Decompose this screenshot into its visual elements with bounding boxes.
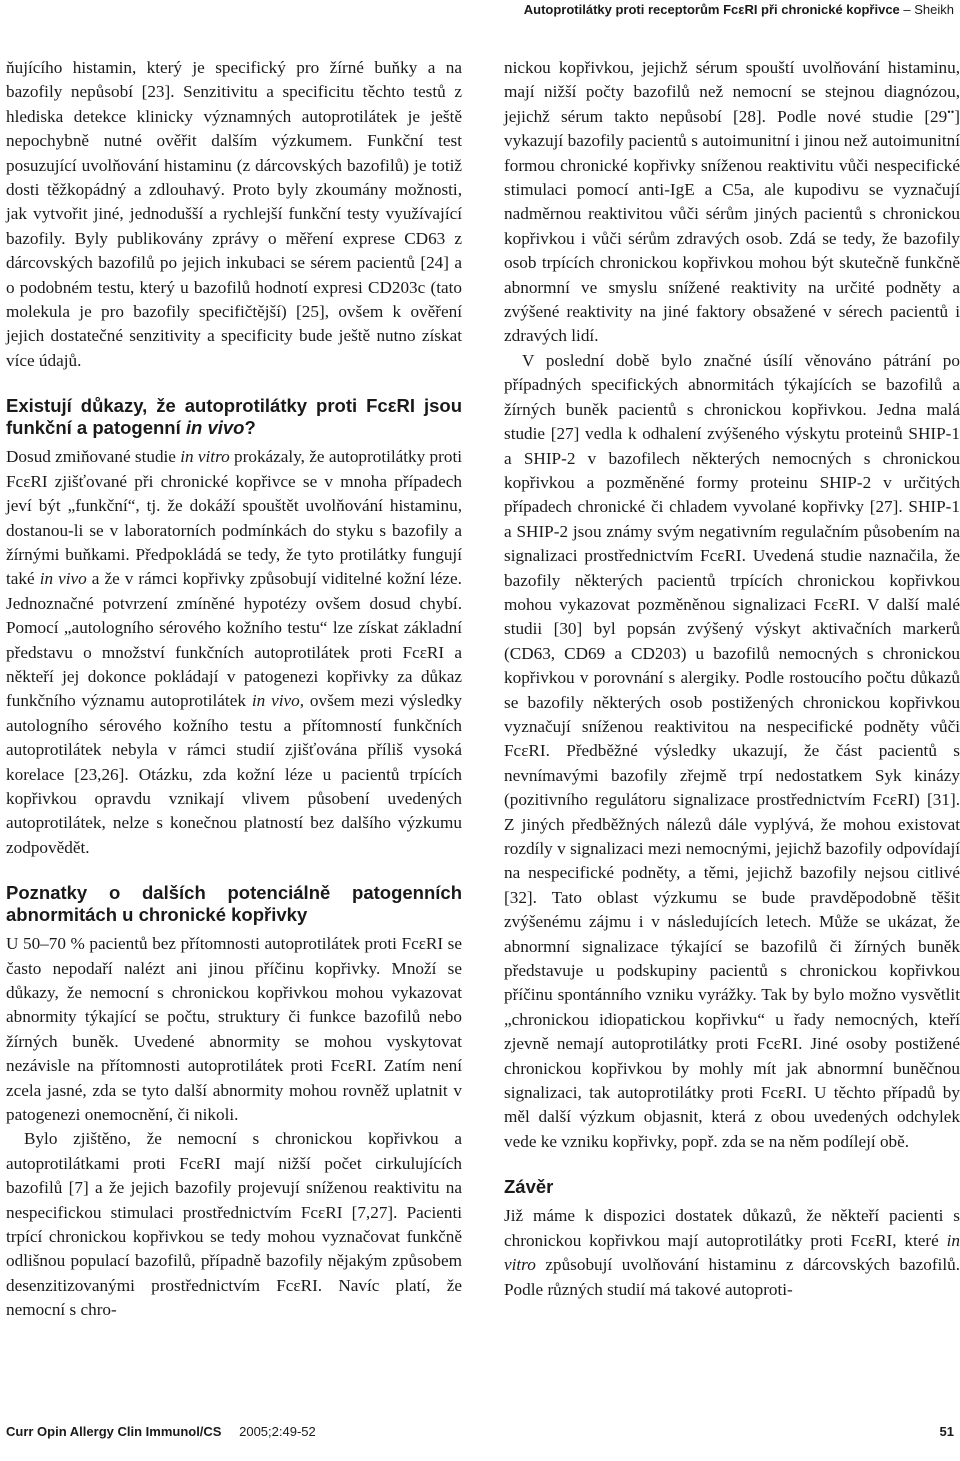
paragraph [6, 445, 462, 860]
header-separator: – [899, 2, 915, 17]
paragraph: Bylo zjištěno, že nemocní s chronickou kopřivkou a autoprotilátkami proti FcεRI mají nižší počet cirkulujících bazofilů [7] a že jejich bazofily projevují sníženou reaktivitu na nespecifickou stimulaci prostřednictvím FcεRI [7,27]. Pacienti trpící chronickou kopřivkou se tedy mohou vyznačovat funkčně odlišnou populací bazofilů, případně bazofily nějakým způsobem desenzitizovanými prostřednictvím FcεRI. Navíc platí, že nemocní s chro- [6, 1129, 462, 1320]
section-heading: Závěr [504, 1176, 554, 1198]
right-column [504, 56, 960, 1302]
text-run: způsobují uvolňování histaminu z dárcovských bazofilů. Podle různých studií má takové autoproti- [504, 1255, 960, 1299]
paragraph: ňujícího histamin, který je specifický pro žírné buňky a na bazofily nepůsobí [23]. Senzitivitu a specificitu těchto testů z hlediska detekce klinicky významných autoprotilátek je ještě nepochybně nutné ověřit dalším výzkumem. Funkční test posuzující uvolňování histaminu (z dárcovských bazofilů) je totiž dosti těžkopádný a zdlouhavý. Proto byly zkoumány možnosti, jak vytvořit jiné, jednodušší a rychlejší funkční testy využívající bazofily. Byly publikovány zprávy o měření exprese CD63 z dárcovských bazofilů po jejich inkubaci se sérem pacientů [24] a o podobném testu, který u bazofilů hodnotí expresi CD203c (tato molekula je pro bazofily specifičtější) [25], ovšem k ověření jejich dostatečné senzitivity a specificity bude ještě nutno získat více údajů. [6, 58, 462, 370]
running-title: Autoprotilátky proti receptorům FcεRI při chronické kopřivce [523, 2, 900, 17]
italic-run: in vitro [180, 447, 230, 467]
text-run: Dosud zmiňované studie [6, 447, 181, 467]
journal-name: Curr Opin Allergy Clin Immunol/CS [6, 1424, 222, 1439]
text-run: a že v rámci kopřivky způsobují viditelné kožní léze. Jednoznačné potvrzení zmíněné hypotézy ovšem dosud chybí. Pomocí „autologního sérového kožního testu“ lze získat základní představu o množství funkčních autoprotilátek proti FcεRI a někteří jej dokonce pokládají v patogenezi kopřivky za důkaz funkčního významu autoprotilátek [6, 569, 462, 711]
section-heading [6, 395, 462, 439]
text-run: nickou kopřivkou, jejichž sérum spouští uvolňování histaminu, mají nižší počty bazofilů než nemocní se stejnou diagnózou, jejichž sérum takto nepůsobí [28]. Podle nové studie [29 [504, 58, 960, 126]
heading-italic: in vivo [185, 417, 245, 439]
paragraph: U 50–70 % pacientů bez přítomnosti autoprotilátek proti FcεRI se často nepodaří nalézt ani jinou příčinu kopřivky. Množí se důkazy, že nemocní s chronickou kopřivkou mohou vykazovat abnormity týkající se počtu, struktury či funkce bazofilů nebo žírných buněk. Uvedené abnormity se mohou vyskytovat nezávisle na přítomnosti autoprotilátek proti FcεRI. Zatím není zcela jasné, zda se tyto další abnormity mohou rovněž uplatnit v patogenezi onemocnění, či nikoli. [6, 934, 462, 1125]
section-heading: Poznatky o dalších potenciálně patogenních abnormitách u chronické kopřivky [6, 882, 462, 926]
heading-text: Existují důkazy, že autoprotilátky proti FcεRI jsou funkční a patogenní [6, 395, 462, 439]
recommendation-marker: •• [947, 107, 955, 119]
italic-run: in vitro [504, 1230, 960, 1275]
page-footer [6, 1424, 954, 1444]
heading-punct: ? [244, 417, 256, 439]
text-run: , ovšem mezi výsledky autologního sérového kožního testu a přítomností funkčních autoprotilátek nebyla v rámci studií zjišťována příliš vysoká korelace [23,26]. Otázku, zda kožní léze u pacientů trpících kopřivkou opravdu vznikají vlivem působení uvedených autoprotilátek, nelze s konečnou platností bez dalšího výzkumu zodpovědět. [6, 691, 462, 857]
italic-run: in vivo [39, 569, 87, 589]
italic-run: in vivo [251, 691, 300, 711]
header-author: Sheikh [914, 2, 954, 17]
text-run: Již máme k dispozici dostatek důkazů, že někteří pacienti s chronickou kopřivkou mají autoprotilátky proti FcεRI, které [504, 1206, 960, 1250]
journal-issue: 2005;2:49-52 [239, 1424, 316, 1439]
page-number: 51 [939, 1424, 954, 1439]
text-run: ] vykazují bazofily pacientů s autoimunitní i jinou než autoimunitní formou chronické kopřivky sníženou reaktivitu vůči nespecifické stimulaci pomocí anti-IgE a C5a, ale kupodivu se vyznačují nadměrnou reaktivitou vůči sérům jiných pacientů s chronickou kopřivkou i vůči sérům zdravých osob. Zdá se tedy, že bazofily osob trpících chronickou kopřivkou mohou být skutečně funkčně abnormní ve smyslu snížené reaktivity na určité podněty a zvýšené reaktivity na jiné faktory obsažené v sérech pacientů i zdravých lidí. [504, 106, 960, 346]
paragraph [504, 56, 960, 349]
left-column [6, 56, 462, 1323]
paragraph: V poslední době bylo značné úsílí věnováno pátrání po případných specifických abnormitách týkajících se bazofilů a žírných buněk pacientů s chronickou kopřivkou. Jedna malá studie [27] vedla k odhalení zvýšeného výskytu proteinů SHIP-1 a SHIP-2 v bazofilech některých nemocných s chronickou kopřivkou a pozměněné formy proteinu SHIP-2 v určitých případech chronické či chladem vyvolané kopřivky [27]. SHIP-1 a SHIP-2 jsou známy svým negativním regulačním působením na signalizaci prostřednictvím FcεRI. Uvedená studie naznačila, že bazofily některých pacientů trpících chronickou kopřivkou mohou vykazovat pozměněnou signalizaci FcεRI. V další malé studii [30] byl popsán zvýšený výskyt aktivačních markerů (CD63, CD69 a CD203) u bazofilů nemocných s chronickou kopřivkou v porovnání s alergiky. Podle rostoucího počtu důkazů se bazofily některých osob postižených chronickou kopřivkou vyznačují sníženou reaktivitou na nespecifické podněty vůči FcεRI. Předběžné výsledky ukazují, že část pacientů s nevnímavými bazofily zřejmě trpí nedostatkem Syk kinázy (pozitivního regulátoru signalizace prostřednictvím FcεRI) [31]. Z jiných předběžných nálezů dále vyplývá, že mohou existovat rozdíly v signalizaci mezi nemocnými, jejichž bazofily odpovídají na nespecifické podněty, a těmi, jejichž bazofily nejsou citlivé [32]. Tato oblast výzkumu se bude pravděpodobně těšit zvýšenému zájmu i v následujících letech. Může se ukázat, že abnormní signalizace týkající se bazofilů či žírných buněk představuje u podskupiny pacientů s chronickou kopřivkou příčinu spontánního vzniku vyrážky. Tak by bylo možno vysvětlit „chronickou idiopatickou kopřivku“ u řady nemocných, kteří zjevně nemají autoprotilátky proti FcεRI. Jiné osoby postižené chronickou kopřivkou by mohly mít jak abnormní buněčnou signalizaci, tak autoprotilátky proti FcεRI. U těchto případů by měl další výzkum objasnit, která z obou uvedených odchylek vede ke vzniku kopřivky, popř. zda se na něm podílejí obě. [504, 350, 960, 1151]
text-run: prokázaly, že autoprotilátky proti FcεRI zjišťované při chronické kopřivce se v mnoha případech jeví být „funkční“, tj. že dokáží spouštět uvolňování histaminu, dostanou-li se v laboratorních podmínkách do styku s bazofily a žírnými buňkami. Předpokládá se tedy, že tyto protilátky fungují také [6, 447, 462, 589]
paragraph [504, 1204, 960, 1302]
running-header [0, 0, 960, 30]
